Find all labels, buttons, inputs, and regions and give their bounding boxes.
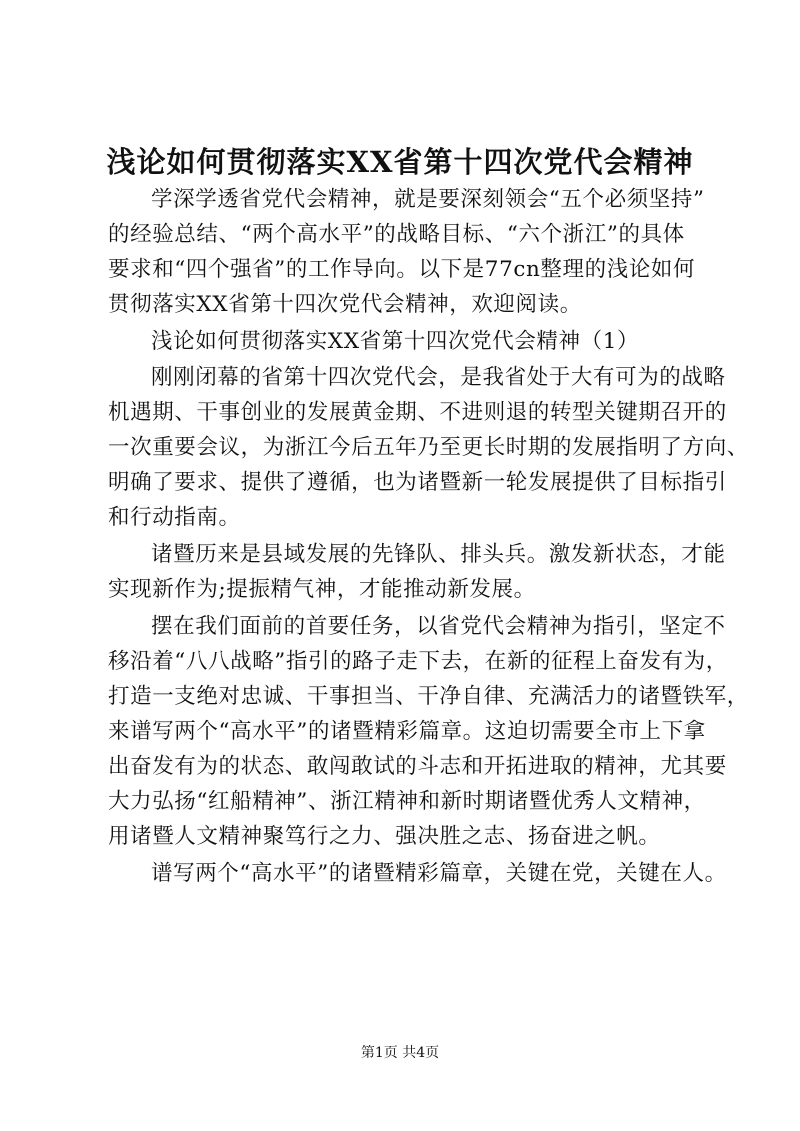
paragraph-line: 和行动指南。 bbox=[108, 505, 241, 530]
paragraph-line: 学深学透省党代会精神，就是要深刻领会“五个必须坚持” bbox=[151, 187, 705, 212]
paragraph-line: 摆在我们面前的首要任务，以省党代会精神为指引，坚定不 bbox=[151, 614, 726, 639]
page-footer: 第1页 共4页 bbox=[360, 1045, 440, 1061]
paragraph-line: 实现新作为;提振精气神，才能推动新发展。 bbox=[108, 577, 536, 602]
paragraph-line: 刚刚闭幕的省第十四次党代会，是我省处于大有可为的战略 bbox=[151, 365, 726, 390]
paragraph-line: 用诸暨人文精神聚笃行之力、强决胜之志、扬奋进之帆。 bbox=[108, 824, 661, 849]
paragraph-line: 要求和“四个强省”的工作导向。以下是77cn整理的浅论如何 bbox=[108, 257, 696, 282]
paragraph-line: 来谱写两个“高水平”的诸暨精彩篇章。这迫切需要全市上下拿 bbox=[108, 719, 706, 744]
paragraph-line: 大力弘扬“红船精神”、浙江精神和新时期诸暨优秀人文精神， bbox=[108, 789, 706, 814]
paragraph-line: 谱写两个“高水平”的诸暨精彩篇章，关键在党，关键在人。 bbox=[151, 861, 727, 886]
paragraph-line: 打造一支绝对忠诚、干事担当、干净自律、充满活力的诸暨铁军， bbox=[108, 684, 749, 709]
paragraph-line: 的经验总结、“两个高水平”的战略目标、“六个浙江”的具体 bbox=[108, 222, 685, 247]
paragraph-line: 出奋发有为的状态、敢闯敢试的斗志和开拓进取的精神，尤其要 bbox=[108, 754, 727, 779]
paragraph-line: 一次重要会议，为浙江今后五年乃至更长时期的发展指明了方向、 bbox=[108, 435, 749, 460]
paragraph-line: 移沿着“八八战略”指引的路子走下去，在新的征程上奋发有为， bbox=[108, 649, 728, 674]
section-heading: 浅论如何贯彻落实XX省第十四次党代会精神（1） bbox=[151, 329, 640, 354]
paragraph-line: 诸暨历来是县域发展的先锋队、排头兵。激发新状态，才能 bbox=[151, 542, 726, 567]
paragraph-line: 明确了要求、提供了遵循，也为诸暨新一轮发展提供了目标指引 bbox=[108, 470, 727, 495]
paragraph-line: 贯彻落实XX省第十四次党代会精神，欢迎阅读。 bbox=[108, 292, 582, 317]
document-title: 浅论如何贯彻落实XX省第十四次党代会精神 bbox=[106, 145, 694, 179]
paragraph-line: 机遇期、干事创业的发展黄金期、不进则退的转型关键期召开的 bbox=[108, 400, 727, 425]
